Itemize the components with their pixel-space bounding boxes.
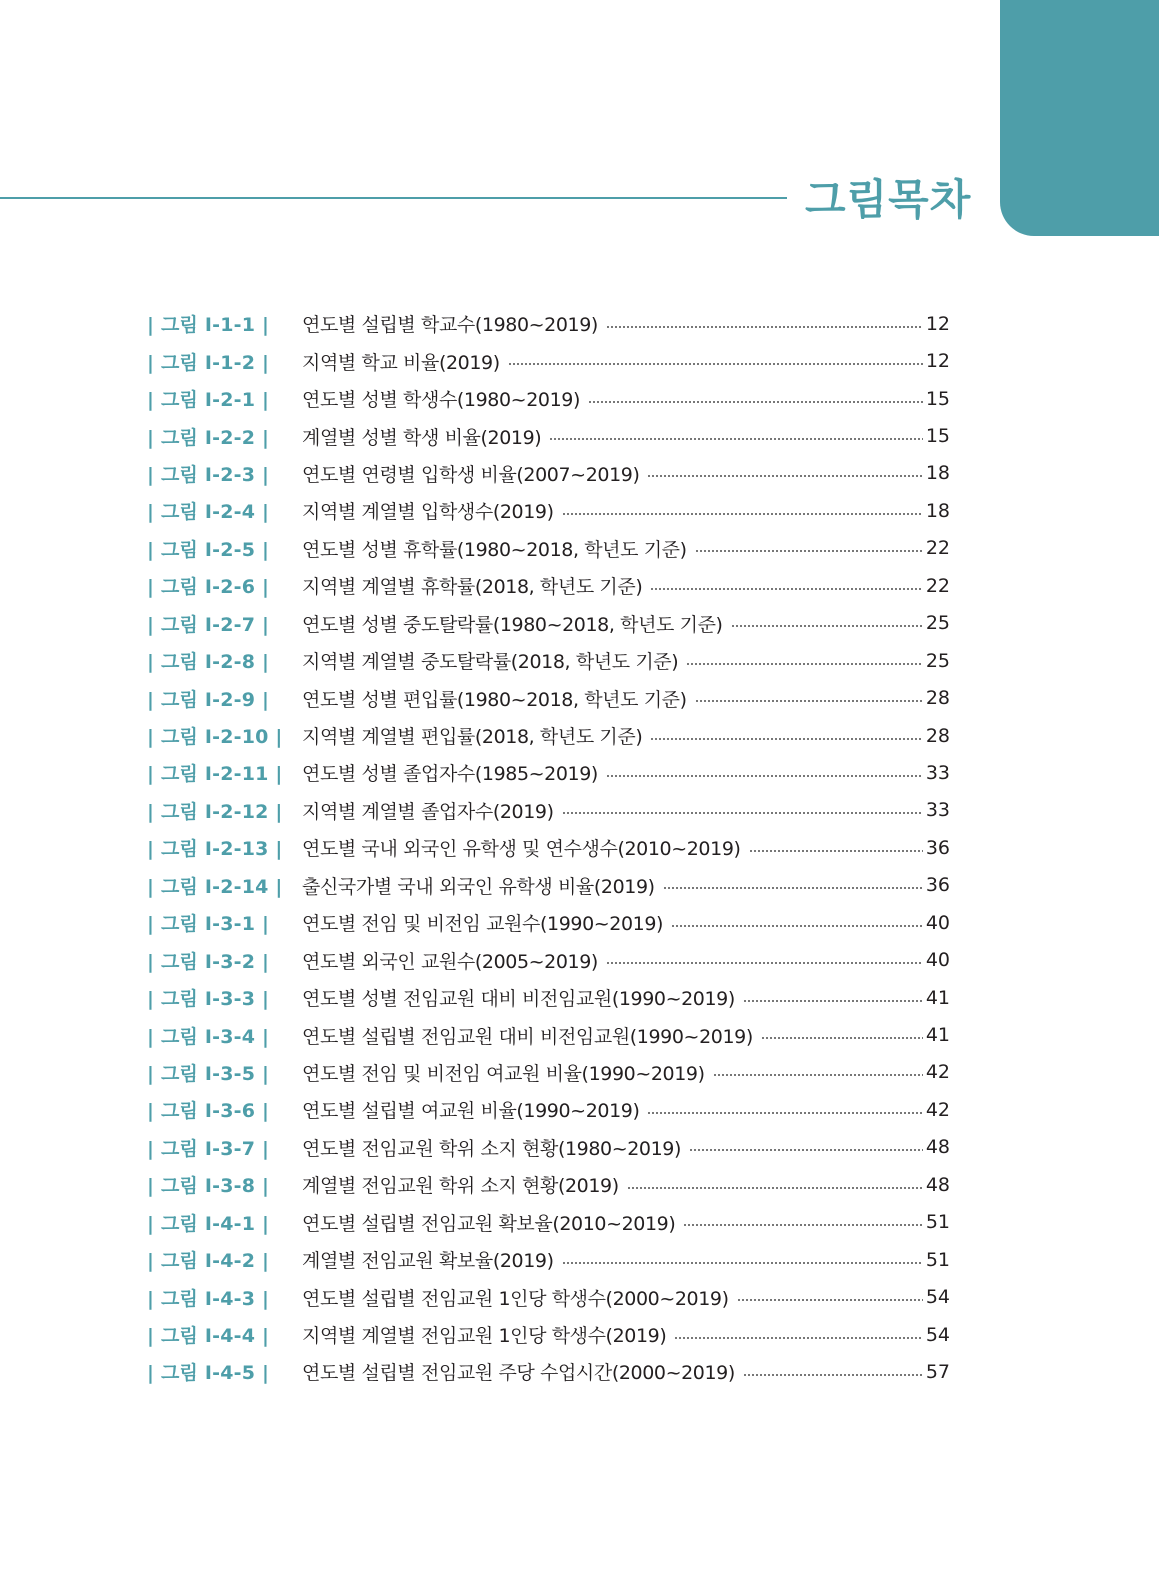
figure-title: 연도별 성별 휴학률(1980~2018, 학년도 기준) (302, 538, 687, 561)
toc-entry[interactable] (147, 829, 950, 866)
dot-leader (737, 1299, 923, 1301)
page-number: 48 (925, 1136, 950, 1159)
figure-title: 연도별 설립별 전임교원 1인당 학생수(2000~2019) (302, 1287, 729, 1310)
figure-title: 연도별 성별 편입률(1980~2018, 학년도 기준) (302, 688, 687, 711)
page-number: 54 (925, 1323, 950, 1346)
page-number: 28 (925, 687, 950, 710)
toc-entry[interactable] (147, 979, 950, 1016)
toc-entry[interactable] (147, 904, 950, 941)
toc-entry[interactable] (147, 455, 950, 492)
figure-number: | 그림 Ⅰ-4-3 | (147, 1287, 270, 1310)
page-number: 57 (925, 1360, 950, 1383)
toc-entry[interactable] (147, 1091, 950, 1128)
page-number: 18 (925, 499, 950, 522)
page-number: 36 (925, 836, 950, 859)
dot-leader (627, 1187, 923, 1189)
dot-leader (588, 401, 923, 403)
dot-leader (671, 925, 923, 927)
dot-leader (713, 1074, 923, 1076)
figure-number: | 그림 Ⅰ-4-5 | (147, 1362, 270, 1385)
dot-leader (562, 1262, 923, 1264)
toc-entry[interactable] (147, 1204, 950, 1241)
figure-title: 출신국가별 국내 외국인 유학생 비율(2019) (302, 875, 655, 898)
dot-leader (689, 1149, 923, 1151)
figure-number: | 그림 Ⅰ-2-13 | (147, 838, 283, 861)
page-number: 33 (925, 761, 950, 784)
figure-number: | 그림 Ⅰ-4-4 | (147, 1325, 270, 1348)
figure-number: | 그림 Ⅰ-2-14 | (147, 875, 283, 898)
toc-entry[interactable] (147, 867, 950, 904)
page-number: 15 (925, 425, 950, 448)
figure-title: 지역별 계열별 입학생수(2019) (302, 501, 554, 524)
dot-leader (606, 326, 923, 328)
toc-entry[interactable] (147, 1353, 950, 1390)
figure-number: | 그림 Ⅰ-2-11 | (147, 763, 283, 786)
figure-number: | 그림 Ⅰ-1-2 | (147, 351, 270, 374)
dot-leader (674, 1337, 922, 1339)
figure-title: 연도별 설립별 전임교원 주당 수업시간(2000~2019) (302, 1362, 735, 1385)
figure-number: | 그림 Ⅰ-2-6 | (147, 576, 270, 599)
dot-leader (761, 1037, 923, 1039)
figure-title: 연도별 전임교원 학위 소지 현황(1980~2019) (302, 1137, 682, 1160)
page-number: 40 (925, 911, 950, 934)
dot-leader (562, 513, 923, 515)
toc-entry[interactable] (147, 754, 950, 791)
figure-title: 지역별 계열별 휴학률(2018, 학년도 기준) (302, 576, 643, 599)
figure-number: | 그림 Ⅰ-3-6 | (147, 1100, 270, 1123)
dot-leader (743, 1000, 923, 1002)
toc-entry[interactable] (147, 1016, 950, 1053)
figure-number: | 그림 Ⅰ-2-2 | (147, 426, 270, 449)
dot-leader (549, 438, 923, 440)
dot-leader (650, 738, 922, 740)
page-number: 42 (925, 1061, 950, 1084)
toc-entry[interactable] (147, 1278, 950, 1315)
dot-leader (686, 663, 923, 665)
page-number: 22 (925, 537, 950, 560)
dot-leader (647, 475, 922, 477)
page-number: 41 (925, 986, 950, 1009)
page-number: 33 (925, 799, 950, 822)
figure-title: 지역별 계열별 중도탈락률(2018, 학년도 기준) (302, 651, 679, 674)
figure-title: 연도별 설립별 학교수(1980~2019) (302, 314, 598, 337)
figure-title: 연도별 설립별 여교원 비율(1990~2019) (302, 1100, 640, 1123)
toc-entry[interactable] (147, 380, 950, 417)
page-number: 12 (925, 312, 950, 335)
dot-leader (606, 775, 923, 777)
page-number: 48 (925, 1173, 950, 1196)
header-rule (0, 197, 787, 199)
page-number: 36 (925, 874, 950, 897)
toc-entry[interactable] (147, 342, 950, 379)
figure-title: 연도별 설립별 전임교원 확보율(2010~2019) (302, 1212, 676, 1235)
toc-entry[interactable] (147, 941, 950, 978)
figure-number: | 그림 Ⅰ-2-3 | (147, 463, 270, 486)
page-number: 51 (925, 1211, 950, 1234)
page-number: 41 (925, 1024, 950, 1047)
figure-title: 연도별 외국인 교원수(2005~2019) (302, 950, 598, 973)
page-number: 40 (925, 949, 950, 972)
page-title: 그림목차 (805, 175, 972, 224)
dot-leader (695, 550, 923, 552)
page-number: 54 (925, 1286, 950, 1309)
dot-leader (508, 363, 923, 365)
figure-number: | 그림 Ⅰ-3-2 | (147, 950, 270, 973)
toc-entry[interactable] (147, 530, 950, 567)
dot-leader (606, 962, 923, 964)
toc-entry[interactable] (147, 605, 950, 642)
toc-entry[interactable] (147, 1054, 950, 1091)
figure-title: 연도별 성별 졸업자수(1985~2019) (302, 763, 598, 786)
figure-number: | 그림 Ⅰ-2-1 | (147, 389, 270, 412)
figure-title: 연도별 성별 전임교원 대비 비전임교원(1990~2019) (302, 988, 735, 1011)
page-number: 18 (925, 462, 950, 485)
toc-entry[interactable] (147, 305, 950, 342)
figure-title: 연도별 설립별 전임교원 대비 비전임교원(1990~2019) (302, 1025, 753, 1048)
toc-entry[interactable] (147, 1166, 950, 1203)
figure-number: | 그림 Ⅰ-1-1 | (147, 314, 270, 337)
toc-entry[interactable] (147, 1316, 950, 1353)
toc-entry[interactable] (147, 567, 950, 604)
figure-title: 계열별 전임교원 확보율(2019) (302, 1250, 554, 1273)
figure-title: 지역별 계열별 졸업자수(2019) (302, 800, 554, 823)
figure-number: | 그림 Ⅰ-2-7 | (147, 613, 270, 636)
toc-entry[interactable] (147, 792, 950, 829)
toc-entry[interactable] (147, 1129, 950, 1166)
page-number: 12 (925, 350, 950, 373)
figure-title: 연도별 성별 중도탈락률(1980~2018, 학년도 기준) (302, 613, 723, 636)
figure-number: | 그림 Ⅰ-2-12 | (147, 800, 283, 823)
page-number: 42 (925, 1098, 950, 1121)
figure-title: 지역별 계열별 편입률(2018, 학년도 기준) (302, 726, 643, 749)
figure-number: | 그림 Ⅰ-4-2 | (147, 1250, 270, 1273)
figure-number: | 그림 Ⅰ-2-5 | (147, 538, 270, 561)
toc-entry[interactable] (147, 679, 950, 716)
figure-title: 연도별 성별 학생수(1980~2019) (302, 389, 580, 412)
dot-leader (562, 812, 923, 814)
figure-number: | 그림 Ⅰ-3-3 | (147, 988, 270, 1011)
dot-leader (695, 700, 923, 702)
figure-number: | 그림 Ⅰ-2-8 | (147, 651, 270, 674)
figure-list (147, 305, 950, 1391)
toc-entry[interactable] (147, 1241, 950, 1278)
toc-entry[interactable] (147, 642, 950, 679)
figure-title: 연도별 전임 및 비전임 여교원 비율(1990~2019) (302, 1062, 705, 1085)
figure-number: | 그림 Ⅰ-4-1 | (147, 1212, 270, 1235)
toc-entry[interactable] (147, 417, 950, 454)
page-number: 15 (925, 387, 950, 410)
figure-title: 계열별 전임교원 학위 소지 현황(2019) (302, 1175, 619, 1198)
figure-number: | 그림 Ⅰ-2-4 | (147, 501, 270, 524)
figure-number: | 그림 Ⅰ-3-5 | (147, 1062, 270, 1085)
figure-number: | 그림 Ⅰ-3-7 | (147, 1137, 270, 1160)
corner-tab (1000, 0, 1159, 236)
page-number: 51 (925, 1248, 950, 1271)
toc-entry[interactable] (147, 717, 950, 754)
dot-leader (663, 887, 923, 889)
figure-title: 연도별 연령별 입학생 비율(2007~2019) (302, 463, 640, 486)
figure-title: 연도별 전임 및 비전임 교원수(1990~2019) (302, 913, 664, 936)
dot-leader (743, 1374, 923, 1376)
page-number: 25 (925, 612, 950, 635)
dot-leader (749, 850, 923, 852)
figure-title: 지역별 학교 비율(2019) (302, 351, 500, 374)
page-number: 25 (925, 649, 950, 672)
figure-number: | 그림 Ⅰ-3-8 | (147, 1175, 270, 1198)
figure-number: | 그림 Ⅰ-3-4 | (147, 1025, 270, 1048)
toc-entry[interactable] (147, 492, 950, 529)
dot-leader (683, 1224, 922, 1226)
dot-leader (650, 588, 922, 590)
page-number: 22 (925, 574, 950, 597)
figure-title: 연도별 국내 외국인 유학생 및 연수생수(2010~2019) (302, 838, 741, 861)
figure-number: | 그림 Ⅰ-2-10 | (147, 726, 283, 749)
figure-number: | 그림 Ⅰ-3-1 | (147, 913, 270, 936)
page-number: 28 (925, 724, 950, 747)
dot-leader (731, 625, 923, 627)
figure-title: 계열별 성별 학생 비율(2019) (302, 426, 542, 449)
figure-number: | 그림 Ⅰ-2-9 | (147, 688, 270, 711)
figure-title: 지역별 계열별 전임교원 1인당 학생수(2019) (302, 1325, 667, 1348)
dot-leader (647, 1112, 922, 1114)
